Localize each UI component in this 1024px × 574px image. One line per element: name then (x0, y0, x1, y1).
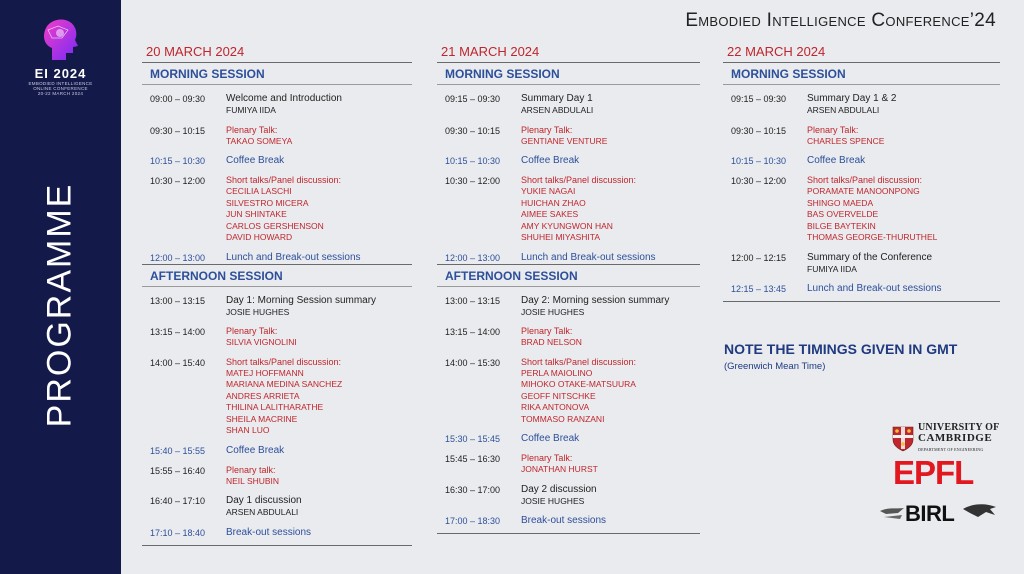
slot-label: Short talks/Panel discussion: (521, 356, 637, 367)
slot-time: 12:00 – 13:00 (150, 252, 206, 263)
speaker-name: MARIANA MEDINA SANCHEZ (226, 379, 343, 389)
schedule-slot (437, 453, 700, 476)
divider (437, 533, 700, 534)
slot-time: 15:40 – 15:55 (150, 445, 206, 456)
slot-title: Lunch and Break-out sessions (807, 283, 942, 294)
divider (142, 545, 412, 546)
speaker-name: ANDRES ARRIETA (226, 390, 300, 401)
slot-title: Day 2 discussion (521, 483, 597, 495)
cambridge-line: CAMBRIDGE (918, 432, 993, 444)
speaker-name: THILINA LALITHARATHE (226, 402, 324, 412)
speaker-name: AMY KYUNGWON HAN (521, 220, 613, 231)
schedule-slot (437, 252, 700, 264)
schedule-slot (142, 495, 412, 519)
speaker-name: DAVID HOWARD (226, 232, 293, 242)
day-date: 20 MARCH 2024 (146, 44, 245, 59)
schedule-slot (437, 295, 700, 319)
day-date: 21 MARCH 2024 (441, 44, 540, 59)
slot-title: Day 2: Morning session summary (521, 294, 670, 306)
schedule-slot (142, 465, 412, 488)
slot-time: 09:15 – 09:30 (731, 94, 787, 104)
slot-time: 13:00 – 13:15 (150, 295, 206, 306)
slot-time: 14:00 – 15:40 (150, 357, 206, 368)
speaker-name: MIHOKO OTAKE-MATSUURA (521, 379, 636, 389)
session-heading: MORNING SESSION (437, 63, 700, 85)
cambridge-shield-icon (892, 426, 914, 452)
slot-time: 09:30 – 10:15 (731, 125, 787, 136)
day-column (723, 44, 1000, 302)
slot-content (226, 295, 412, 319)
schedule-slot (723, 175, 1000, 244)
schedule-slot (142, 326, 412, 349)
schedule-slot (437, 175, 700, 244)
slot-time: 13:15 – 14:00 (150, 327, 206, 337)
schedule-slot (437, 93, 700, 117)
logo-title: EI 2024 (34, 66, 87, 81)
speaker-name: GEOFF NITSCHKE (521, 390, 596, 401)
speaker-name: JOSIE HUGHES (521, 495, 585, 506)
slot-time: 10:15 – 10:30 (445, 156, 501, 166)
schedule-slot (723, 283, 1000, 295)
slot-label: Plenary Talk: (521, 326, 573, 336)
day-date: 22 MARCH 2024 (727, 44, 826, 59)
slot-content (226, 326, 412, 349)
speaker-name: SILVESTRO MICERA (226, 197, 309, 208)
slot-content (807, 155, 1000, 167)
slot-content (521, 252, 700, 264)
speaker-name: CECILIA LASCHI (226, 186, 292, 196)
slot-title: Coffee Break (521, 433, 580, 444)
slot-label: Short talks/Panel discussion: (226, 175, 342, 185)
slot-time: 09:00 – 09:30 (150, 94, 206, 104)
session-heading: AFTERNOON SESSION (437, 265, 700, 287)
speaker-name: JUN SHINTAKE (226, 209, 287, 219)
slot-time: 14:00 – 15:30 (445, 357, 501, 368)
schedule-slot (142, 252, 412, 264)
slot-content (521, 155, 700, 167)
slot-content (226, 465, 412, 488)
slot-content (521, 433, 700, 445)
slot-time: 17:10 – 18:40 (150, 527, 206, 538)
slot-label: Plenary Talk: (521, 124, 573, 135)
day-column (142, 44, 412, 546)
speaker-name: TAKAO SOMEYA (226, 135, 293, 146)
slot-time: 15:55 – 16:40 (150, 465, 206, 476)
slot-content (807, 93, 1000, 117)
slot-label: Plenary Talk: (226, 326, 278, 336)
speaker-name: PORAMATE MANOONPONG (807, 186, 920, 196)
speaker-name: YUKIE NAGAI (521, 186, 576, 196)
speaker-name: FUMIYA IIDA (226, 105, 276, 115)
slot-time: 09:30 – 10:15 (150, 125, 206, 136)
slot-content (226, 252, 412, 264)
slot-time: 12:15 – 13:45 (731, 284, 787, 294)
slot-label: Plenary Talk: (807, 124, 859, 135)
schedule-slot (437, 326, 700, 349)
slot-content (226, 357, 412, 437)
slot-time: 09:30 – 10:15 (445, 125, 501, 136)
speaker-name: GENTIANE VENTURE (521, 135, 608, 146)
slot-time: 10:30 – 12:00 (445, 176, 501, 186)
slot-content (226, 445, 412, 457)
epfl-logo: EPFL (893, 454, 974, 491)
page-title: Embodied Intelligence Conference’24 (685, 10, 996, 31)
slot-title: Coffee Break (226, 155, 285, 166)
slot-title: Day 1 discussion (226, 495, 302, 506)
speaker-name: BAS OVERVELDE (807, 209, 879, 219)
slot-time: 10:30 – 12:00 (731, 176, 787, 186)
birl-logo: BIRL (905, 501, 955, 526)
slot-content (521, 175, 700, 244)
slot-content (521, 515, 700, 527)
divider (723, 301, 1000, 302)
schedule-slot (437, 155, 700, 167)
programme-label: PROGRAMME (40, 182, 79, 428)
conference-logo-icon (38, 16, 82, 62)
slot-title: Lunch and Break-out sessions (521, 251, 656, 263)
slot-title: Summary Day 1 (521, 93, 593, 104)
speaker-name: PERLA MAIOLINO (521, 367, 593, 378)
slot-content (521, 484, 700, 508)
speaker-name: BRAD NELSON (521, 337, 582, 347)
slot-content (226, 155, 412, 167)
slot-label: Short talks/Panel discussion: (807, 175, 923, 185)
speaker-name: SHUHEI MIYASHITA (521, 232, 601, 242)
slot-time: 16:30 – 17:00 (445, 484, 501, 495)
speaker-name: TOMMASO RANZANI (521, 413, 605, 424)
schedule-slot (142, 155, 412, 167)
slot-content (226, 125, 412, 148)
schedule-slot (723, 125, 1000, 148)
schedule-slot (723, 93, 1000, 117)
schedule-slot (142, 175, 412, 244)
logo-subtitle-line: EMBODIED INTELLIGENCE (28, 81, 93, 86)
slot-content (521, 453, 700, 476)
gmt-note-title: NOTE THE TIMINGS GIVEN IN GMT (724, 341, 958, 357)
schedule-slot (437, 515, 700, 527)
speaker-name: HUICHAN ZHAO (521, 197, 586, 208)
speaker-name: SILVIA VIGNOLINI (226, 337, 297, 347)
schedule-slot (437, 433, 700, 445)
speaker-name: RIKA ANTONOVA (521, 402, 590, 412)
slot-content (226, 527, 412, 539)
speaker-name: SHEILA MACRINE (226, 413, 298, 424)
speaker-name: JONATHAN HURST (521, 464, 598, 474)
gmt-note-subtitle: (Greenwich Mean Time) (724, 361, 826, 372)
slot-time: 12:00 – 12:15 (731, 252, 787, 263)
logo-subtitle-line: ONLINE CONFERENCE (33, 86, 88, 91)
logo-subtitle (0, 81, 121, 96)
speaker-name: SHAN LUO (226, 425, 270, 435)
slot-time: 12:00 – 13:00 (445, 252, 501, 263)
slot-time: 09:15 – 09:30 (445, 94, 501, 104)
cambridge-line: DEPARTMENT OF ENGINEERING (918, 447, 984, 452)
session-heading: MORNING SESSION (723, 63, 1000, 85)
cambridge-logo (892, 422, 999, 455)
schedule-slot (142, 125, 412, 148)
slot-title: Day 1: Morning Session summary (226, 294, 377, 306)
slot-content (226, 495, 412, 519)
schedule-slot (142, 357, 412, 437)
slot-content (226, 93, 412, 117)
speaker-name: BILGE BAYTEKIN (807, 220, 876, 231)
slot-title: Coffee Break (521, 155, 580, 166)
slot-content (226, 175, 412, 244)
slot-content (807, 125, 1000, 148)
slot-title: Break-out sessions (521, 515, 607, 526)
cambridge-text (918, 422, 999, 455)
slot-label: Plenary Talk: (521, 453, 573, 463)
logo-subtitle-line: 20-22 MARCH 2024 (37, 91, 84, 96)
sidebar (0, 0, 121, 574)
day-column (437, 44, 700, 534)
speaker-name: AIMEE SAKES (521, 209, 579, 219)
speaker-name: JOSIE HUGHES (226, 306, 290, 317)
speaker-name: NEIL SHUBIN (226, 475, 280, 486)
schedule-slot (142, 445, 412, 457)
cambridge-line: UNIVERSITY OF (918, 422, 1000, 433)
slot-time: 13:00 – 13:15 (445, 295, 501, 306)
slot-content (521, 357, 700, 426)
slot-label: Plenary talk: (226, 464, 276, 475)
slot-title: Coffee Break (807, 155, 866, 166)
slot-title: Welcome and Introduction (226, 93, 342, 104)
slot-time: 10:30 – 12:00 (150, 176, 206, 186)
schedule-slot (723, 155, 1000, 167)
slot-title: Break-out sessions (226, 526, 312, 538)
slot-title: Coffee Break (226, 444, 285, 456)
session-heading: AFTERNOON SESSION (142, 265, 412, 287)
schedule-slot (723, 252, 1000, 276)
schedule-slot (437, 484, 700, 508)
slot-time: 16:40 – 17:10 (150, 496, 206, 506)
slot-time: 15:45 – 16:30 (445, 454, 501, 464)
slot-content (807, 175, 1000, 244)
slot-content (807, 283, 1000, 295)
speaker-name: CARLOS GERSHENSON (226, 220, 324, 231)
slot-label: Short talks/Panel discussion: (521, 175, 637, 185)
speaker-name: ARSEN ABDULALI (226, 507, 299, 517)
slot-content (521, 295, 700, 319)
slot-title: Summary Day 1 & 2 (807, 93, 897, 104)
session-heading: MORNING SESSION (142, 63, 412, 85)
schedule-slot (142, 93, 412, 117)
speaker-name: ARSEN ABDULALI (521, 105, 594, 115)
slot-time: 15:30 – 15:45 (445, 434, 501, 444)
schedule-slot (142, 295, 412, 319)
schedule-slot (142, 527, 412, 539)
slot-time: 13:15 – 14:00 (445, 327, 501, 337)
speaker-name: SHINGO MAEDA (807, 197, 874, 208)
slot-time: 10:15 – 10:30 (731, 156, 787, 166)
schedule-slot (437, 357, 700, 426)
slot-title: Lunch and Break-out sessions (226, 251, 361, 263)
speaker-name: CHARLES SPENCE (807, 135, 885, 146)
slot-label: Plenary Talk: (226, 124, 278, 135)
slot-content (521, 125, 700, 148)
slot-content (807, 252, 1000, 276)
speaker-name: ARSEN ABDULALI (807, 105, 880, 115)
slot-title: Summary of the Conference (807, 251, 933, 263)
speaker-name: JOSIE HUGHES (521, 306, 585, 317)
speaker-name: THOMAS GEORGE-THURUTHEL (807, 232, 938, 242)
slot-time: 10:15 – 10:30 (150, 156, 206, 166)
slot-content (521, 93, 700, 117)
speaker-name: FUMIYA IIDA (807, 263, 857, 274)
slot-time: 17:00 – 18:30 (445, 516, 501, 526)
schedule-slot (437, 125, 700, 148)
speaker-name: MATEJ HOFFMANN (226, 367, 304, 378)
slot-content (521, 326, 700, 349)
slot-label: Short talks/Panel discussion: (226, 356, 342, 367)
